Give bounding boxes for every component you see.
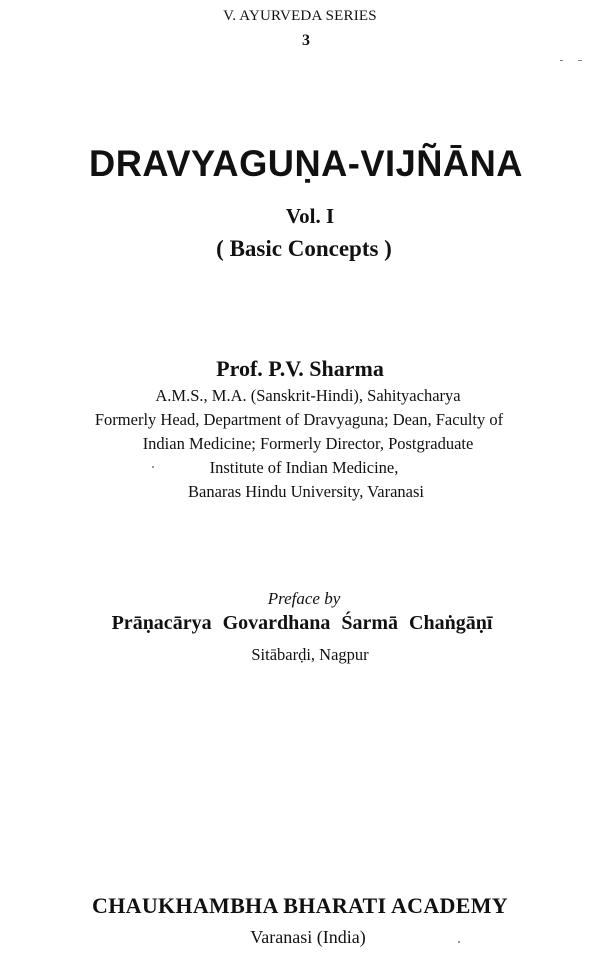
book-title: DRAVYAGUṆA-VIJÑĀNA [89,143,523,184]
author-credential-line: Banaras Hindu University, Varanasi [188,482,424,501]
author-credential-line: A.M.S., M.A. (Sanskrit-Hindi), Sahityacharya [155,386,461,405]
series-number: 3 [302,32,310,49]
publisher-name: CHAUKHAMBHA BHARATI ACADEMY [92,893,508,918]
volume-label: Vol. I [285,204,335,228]
preface-author-name: Prāṇacārya Govardhana Śarmā Chaṅgāṇī [111,612,493,634]
publisher-place: Varanasi (India) [250,927,366,947]
author-credential-line: Indian Medicine; Formerly Director, Postgraduate [142,434,474,453]
series-name: V. AYURVEDA SERIES [223,8,377,24]
scan-speck [578,60,582,61]
preface-author-place: Sitābarḍi, Nagpur [251,645,369,664]
preface-label: Preface by [267,589,341,608]
scan-speck [560,60,563,61]
author-credential-line: Formerly Head, Department of Dravyaguna; Dean, Faculty of [94,410,504,429]
book-subtitle: ( Basic Concepts ) [216,236,392,261]
scan-speck [152,466,154,468]
author-name: Prof. P.V. Sharma [216,356,384,381]
scan-speck [458,941,460,943]
author-credential-line: Institute of Indian Medicine, [209,458,399,477]
